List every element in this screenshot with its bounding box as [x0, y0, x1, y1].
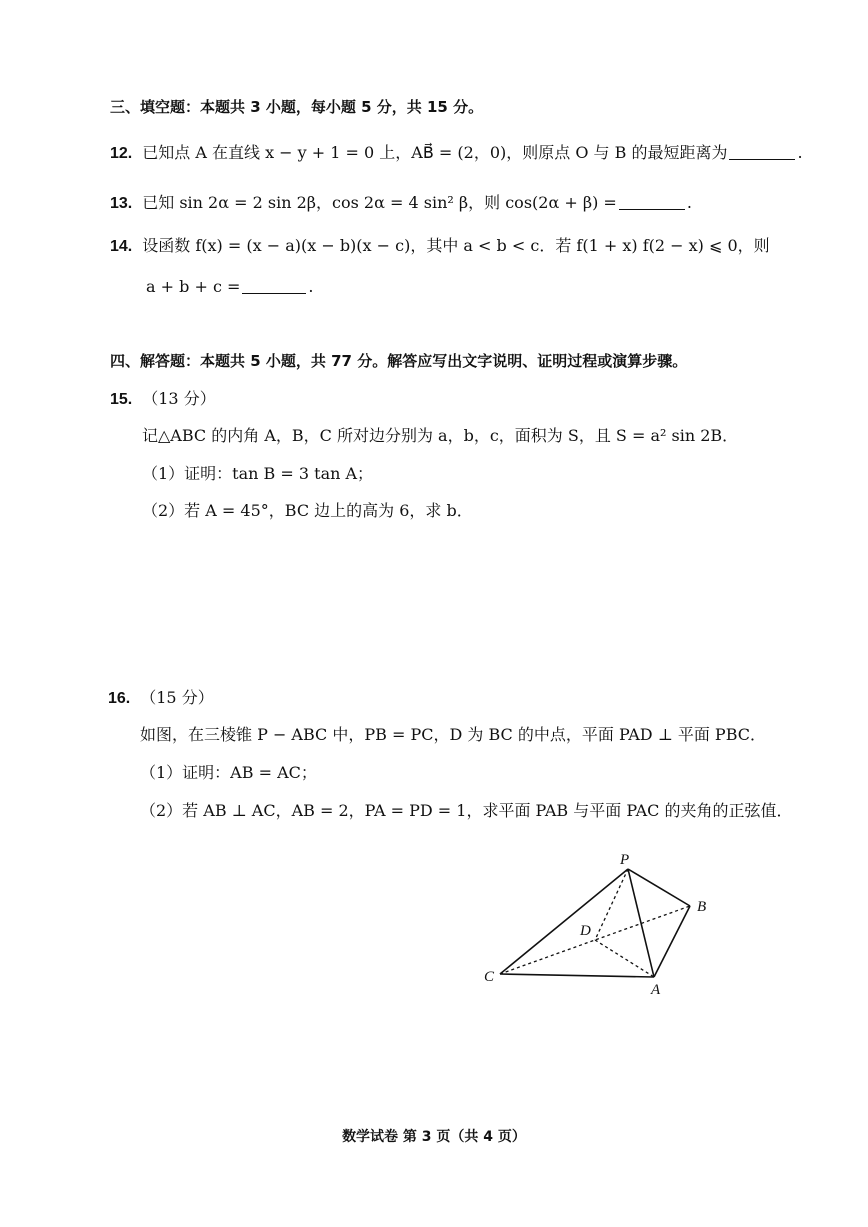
question-14-number: 14.	[110, 238, 133, 255]
edge-pb	[628, 869, 690, 906]
question-13-tail: .	[686, 193, 692, 212]
question-12	[110, 142, 803, 165]
edge-pc	[500, 869, 628, 974]
question-15-title	[110, 388, 216, 411]
question-16-part-1: （1）证明：AB = AC；	[140, 763, 317, 782]
question-16-score: （15 分）	[140, 688, 214, 707]
vertex-label-b: B	[697, 899, 707, 915]
question-12-tail: .	[797, 143, 803, 162]
answer-blank-13[interactable]	[619, 208, 685, 210]
question-12-number: 12.	[110, 145, 133, 162]
section-3-header: 三、填空题：本题共 3 小题，每小题 5 分，共 15 分。	[110, 98, 484, 116]
question-14-text: 设函数 f(x) = (x − a)(x − b)(x − c)，其中 a < b < c．若 f(1 + x) f(2 − x) ⩽ 0，则	[142, 236, 770, 255]
edge-pa	[628, 869, 654, 977]
question-16-title	[108, 687, 214, 710]
answer-blank-12[interactable]	[729, 158, 795, 160]
hidden-edge-pd	[595, 869, 628, 940]
edge-ca	[500, 974, 654, 977]
question-13-text: 已知 sin 2α = 2 sin 2β，cos 2α = 4 sin² β，则 cos(2α + β) =	[142, 193, 617, 212]
question-15-score: （13 分）	[142, 389, 216, 408]
question-14-line2-text: a + b + c =	[146, 277, 241, 296]
question-13-number: 13.	[110, 195, 133, 212]
vertex-label-p: P	[620, 852, 630, 868]
question-14-line-2	[146, 276, 313, 298]
question-13	[110, 192, 692, 215]
question-12-text: 已知点 A 在直线 x − y + 1 = 0 上，AB⃗ = (2，0)，则原点 O 与 B 的最短距离为	[142, 143, 728, 162]
question-15-number: 15.	[110, 391, 133, 408]
page-footer: 数学试卷 第 3 页（共 4 页）	[342, 1129, 526, 1145]
question-14-tail: .	[308, 277, 314, 296]
section-4-header: 四、解答题：本题共 5 小题，共 77 分。解答应写出文字说明、证明过程或演算步骤。	[110, 352, 688, 370]
question-15-part-1: （1）证明：tan B = 3 tan A；	[142, 464, 374, 483]
hidden-edge-da	[595, 940, 654, 977]
question-16-stem: 如图，在三棱锥 P − ABC 中，PB = PC，D 为 BC 的中点，平面 PAD ⊥ 平面 PBC．	[140, 725, 766, 744]
question-16-part-2: （2）若 AB ⊥ AC，AB = 2，PA = PD = 1，求平面 PAB 与平面 PAC 的夹角的正弦值．	[140, 801, 793, 820]
vertex-label-d: D	[580, 923, 591, 939]
question-15-part-2: （2）若 A = 45°，BC 边上的高为 6，求 b．	[142, 501, 473, 520]
vertex-label-c: C	[484, 969, 495, 985]
tetrahedron-figure	[470, 845, 720, 1005]
vertex-label-a: A	[651, 982, 661, 998]
question-14	[110, 235, 770, 258]
answer-blank-14[interactable]	[242, 292, 306, 294]
question-16-number: 16.	[108, 690, 131, 707]
question-15-stem: 记△ABC 的内角 A，B，C 所对边分别为 a，b，c，面积为 S，且 S = a² sin 2B．	[142, 426, 739, 445]
